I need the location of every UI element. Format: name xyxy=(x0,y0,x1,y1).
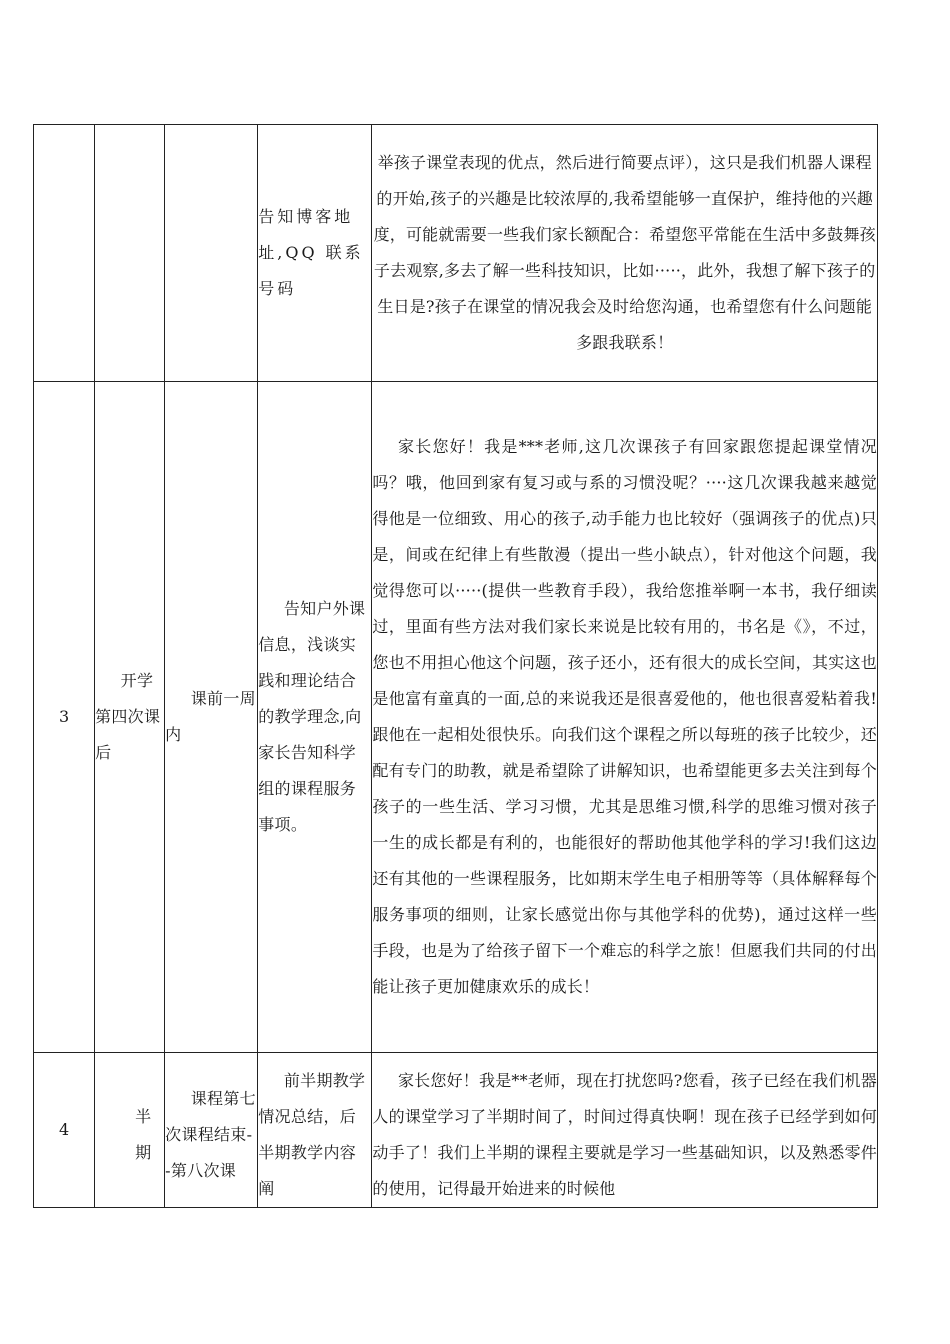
row-content: 告知博客地址,QQ 联系号码 xyxy=(258,125,372,382)
row-contact-time: 课前一周内 xyxy=(165,382,258,1053)
table-row xyxy=(34,1053,878,1208)
table-row xyxy=(34,125,878,382)
row-content: 告知户外课信息，浅谈实践和理论结合的教学理念,向家长告知科学组的课程服务事项。 xyxy=(258,382,372,1053)
row-script: 举孩子课堂表现的优点，然后进行简要点评），这只是我们机器人课程的开始,孩子的兴趣是比较浓厚的,我希望能够一直保护，维持他的兴趣度，可能就需要一些我们家长额配合：希望您平常能在生活中多鼓舞孩子去观察,多去了解一些科技知识，比如·····，此外，我想了解下孩子的生日是?孩子在课堂的情况我会及时给您沟通，也希望您有什么问题能多跟我联系！ xyxy=(372,125,878,382)
row-time-stage: 开学第四次课后 xyxy=(95,382,165,1053)
row-contact-time xyxy=(165,125,258,382)
row-number: 3 xyxy=(34,382,95,1053)
communication-plan-table xyxy=(33,124,878,1208)
row-time-stage: 半期 xyxy=(95,1053,165,1208)
row-number: 4 xyxy=(34,1053,95,1208)
row-time-stage xyxy=(95,125,165,382)
table-row xyxy=(34,382,878,1053)
row-contact-time: 课程第七次课程结束--第八次课 xyxy=(165,1053,258,1208)
row-number xyxy=(34,125,95,382)
row-script: 家长您好！我是**老师，现在打扰您吗?您看，孩子已经在我们机器人的课堂学习了半期时间了，时间过得真快啊！现在孩子已经学到如何动手了！我们上半期的课程主要就是学习一些基础知识，以及熟悉零件的使用，记得最开始进来的时候他 xyxy=(372,1053,878,1208)
row-content: 前半期教学情况总结，后半期教学内容阐 xyxy=(258,1053,372,1208)
row-script: 家长您好！我是***老师,这几次课孩子有回家跟您提起课堂情况吗？哦，他回到家有复习或与系的习惯没呢？····这几次课我越来越觉得他是一位细致、用心的孩子,动手能力也比较好（强调孩子的优点)只是，间或在纪律上有些散漫（提出一些小缺点），针对他这个问题，我觉得您可以·····(提供一些教育手段），我给您推举啊一本书，我仔细读过，里面有些方法对我们家长来说是比较有用的，书名是《》，不过，您也不用担心他这个问题，孩子还小，还有很大的成长空间，其实这也是他富有童真的一面,总的来说我还是很喜爱他的，他也很喜爱粘着我!跟他在一起相处很快乐。向我们这个课程之所以每班的孩子比较少，还配有专门的助教，就是希望除了讲解知识，也希望能更多去关注到每个孩子的一些生活、学习习惯，尤其是思维习惯,科学的思维习惯对孩子一生的成长都是有利的，也能很好的帮助他其他学科的学习!我们这边还有其他的一些课程服务，比如期末学生电子相册等等（具体解释每个服务事项的细则，让家长感觉出你与其他学科的优势)，通过这样一些手段，也是为了给孩子留下一个难忘的科学之旅！但愿我们共同的付出能让孩子更加健康欢乐的成长！ xyxy=(372,382,878,1053)
